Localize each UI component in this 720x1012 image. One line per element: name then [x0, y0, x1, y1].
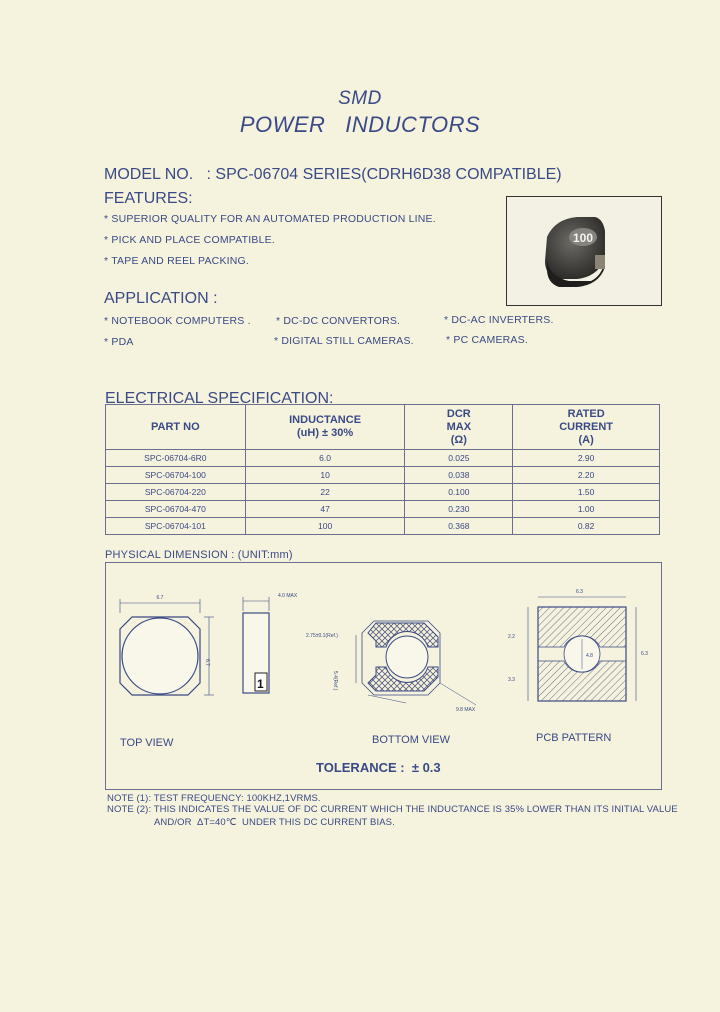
cell-part-no: SPC-06704-470 [106, 501, 246, 518]
cell-dcr: 0.100 [405, 484, 513, 501]
dim-pcb-left-1: 2.2 [508, 634, 515, 640]
feature-item: * TAPE AND REEL PACKING. [104, 255, 250, 267]
note-1: NOTE (1): TEST FREQUENCY: 100KHZ,1VRMS. [107, 793, 321, 804]
table-row [106, 518, 660, 535]
cell-dcr: 0.230 [405, 501, 513, 518]
dim-top-height: 6.7 [204, 659, 210, 666]
cell-part-no: SPC-06704-220 [106, 484, 246, 501]
application-item: * PC CAMERAS. [446, 334, 528, 346]
cell-current: 2.20 [513, 467, 660, 484]
top-view-label: TOP VIEW [120, 737, 174, 749]
dim-bottom-b: 5.4(Ref.) [332, 671, 338, 691]
bottom-view-label: BOTTOM VIEW [372, 734, 451, 746]
photo-marking: 100 [572, 231, 594, 245]
title-smd: SMD [338, 88, 382, 109]
col-dcr: DCR MAX (Ω) [405, 405, 513, 450]
dimension-box [105, 562, 662, 790]
dim-bottom-c: 9.8 MAX [456, 707, 476, 713]
note-2: NOTE (2): THIS INDICATES THE VALUE OF DC CURRENT WHICH THE INDUCTANCE IS 35% LOWER THAN ITS INITIAL VALUE [107, 804, 678, 815]
dim-side-height: 4.0 MAX [278, 593, 298, 599]
title-power-inductors: POWER INDUCTORS [239, 112, 481, 137]
features-heading: FEATURES: [104, 190, 193, 207]
dim-pcb-left-2: 3.3 [508, 677, 515, 683]
table-row [106, 484, 660, 501]
side-marking: 1 [257, 677, 264, 691]
side-view-drawing [243, 593, 298, 693]
dimension-heading: PHYSICAL DIMENSION : (UNIT:mm) [105, 549, 293, 561]
col-rated-current: RATED CURRENT (A) [513, 405, 660, 450]
spec-header-row [106, 405, 660, 450]
application-heading: APPLICATION : [104, 290, 218, 307]
table-row [106, 467, 660, 484]
table-row [106, 450, 660, 467]
cell-current: 1.00 [513, 501, 660, 518]
dim-bottom-a: 2.75±0.1(Ref.) [306, 633, 338, 639]
model-number: MODEL NO. : SPC-06704 SERIES(CDRH6D38 COMPATIBLE) [104, 166, 562, 183]
spec-table [105, 404, 660, 535]
table-row [106, 501, 660, 518]
feature-item: * PICK AND PLACE COMPATIBLE. [104, 234, 275, 246]
cell-inductance: 100 [245, 518, 405, 535]
feature-item: * SUPERIOR QUALITY FOR AN AUTOMATED PRODUCTION LINE. [104, 213, 436, 225]
application-item: * DC-AC INVERTERS. [444, 314, 554, 326]
cell-dcr: 0.025 [405, 450, 513, 467]
cell-current: 2.90 [513, 450, 660, 467]
col-part-no: PART NO [106, 405, 246, 450]
product-photo [506, 196, 662, 306]
cell-inductance: 10 [245, 467, 405, 484]
tolerance-label: TOLERANCE : ± 0.3 [316, 760, 441, 775]
pcb-pattern-label: PCB PATTERN [536, 732, 612, 744]
dim-pcb-right: 6.3 [641, 651, 648, 657]
col-inductance: INDUCTANCE (uH) ± 30% [245, 405, 405, 450]
bottom-view-drawing [306, 621, 476, 713]
dim-top-width: 6.7 [156, 595, 164, 601]
cell-inductance: 6.0 [245, 450, 405, 467]
application-item: * NOTEBOOK COMPUTERS . [104, 315, 251, 327]
note-3: AND/OR ΔT=40℃ UNDER THIS DC CURRENT BIAS. [154, 817, 395, 828]
top-view-drawing [120, 595, 214, 695]
cell-part-no: SPC-06704-100 [106, 467, 246, 484]
cell-current: 1.50 [513, 484, 660, 501]
pcb-pattern-drawing [508, 589, 648, 701]
dim-pcb-top: 6.3 [576, 589, 583, 595]
cell-dcr: 0.038 [405, 467, 513, 484]
application-item: * DIGITAL STILL CAMERAS. [274, 335, 414, 347]
spec-heading: ELECTRICAL SPECIFICATION: [105, 390, 334, 407]
cell-part-no: SPC-06704-101 [106, 518, 246, 535]
cell-part-no: SPC-06704-6R0 [106, 450, 246, 467]
application-item: * PDA [104, 336, 134, 348]
cell-dcr: 0.368 [405, 518, 513, 535]
cell-current: 0.82 [513, 518, 660, 535]
cell-inductance: 47 [245, 501, 405, 518]
dim-pcb-center: 4.8 [586, 653, 593, 659]
cell-inductance: 22 [245, 484, 405, 501]
application-item: * DC-DC CONVERTORS. [276, 315, 401, 327]
